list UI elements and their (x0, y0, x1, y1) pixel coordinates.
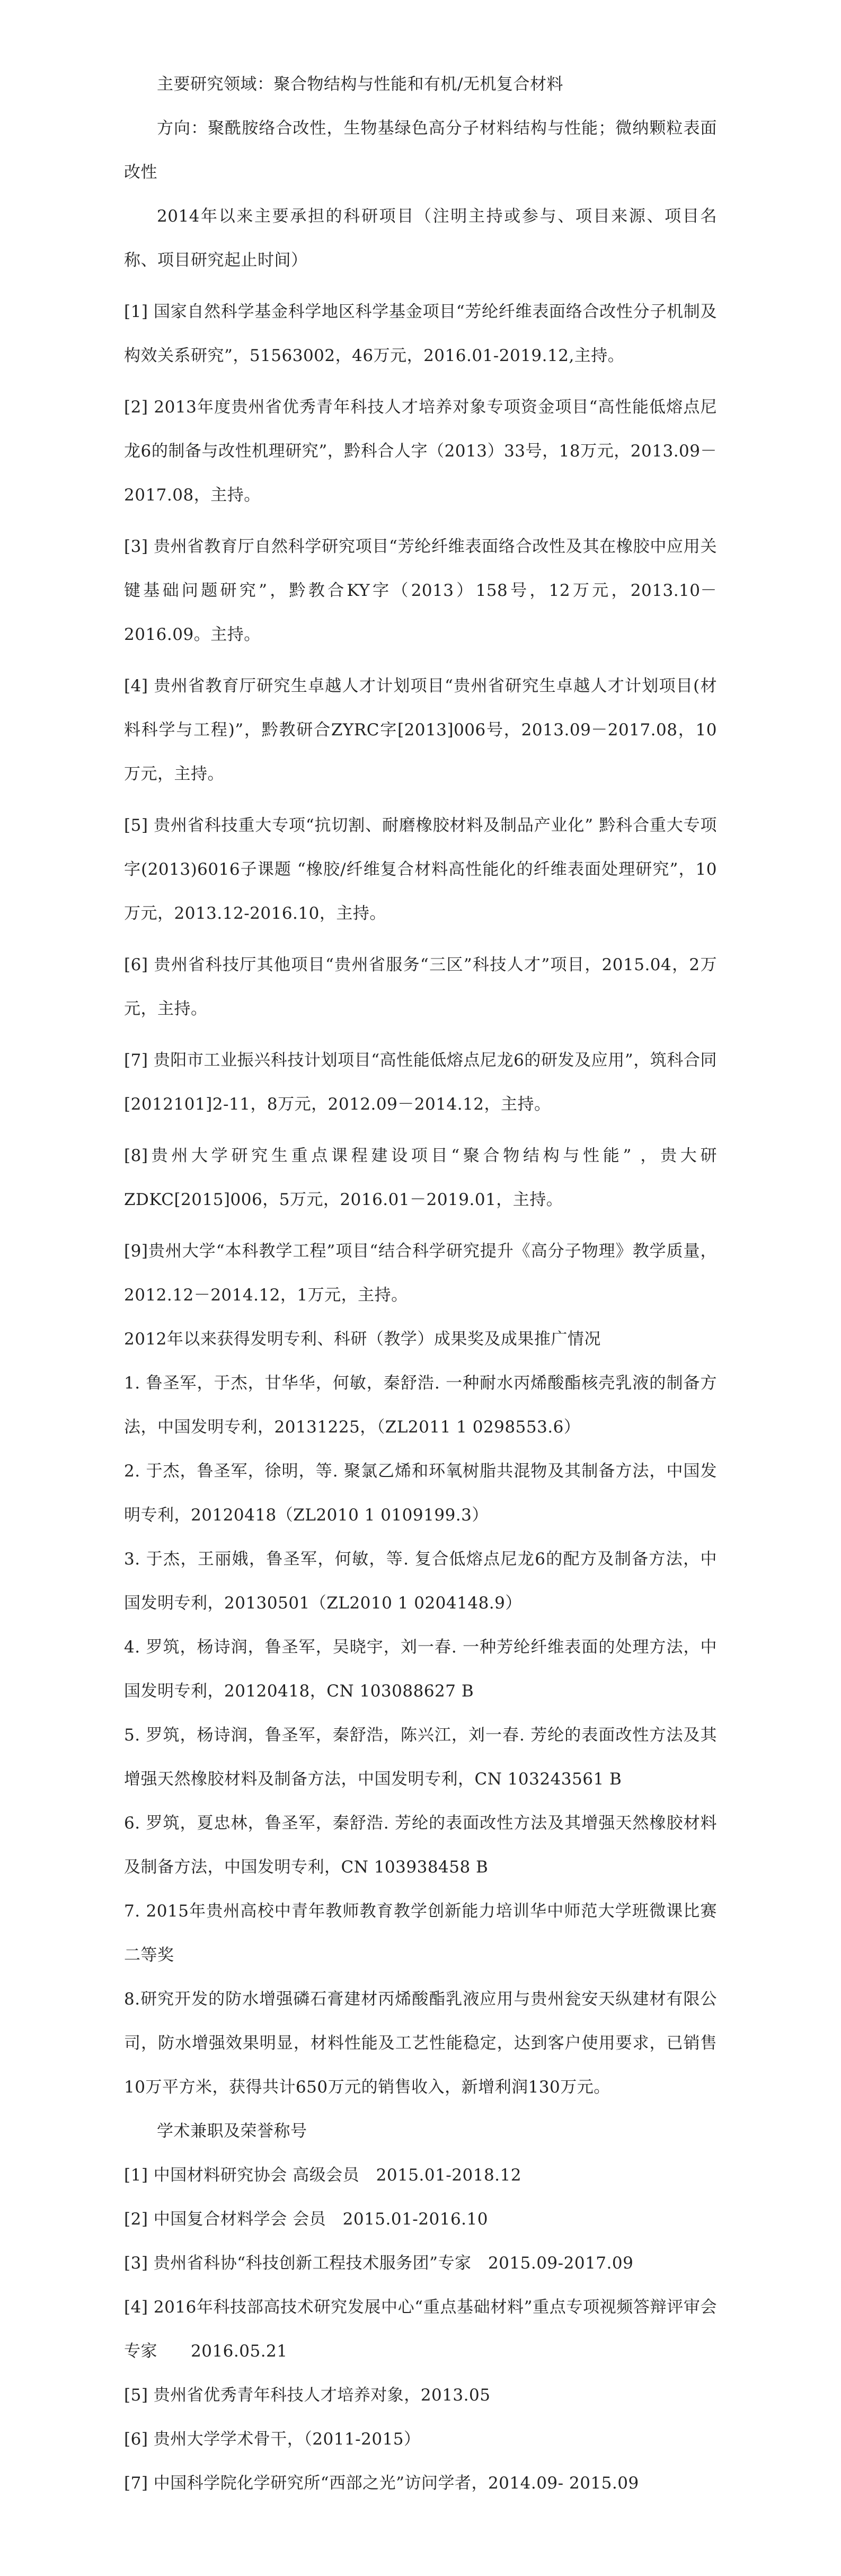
achievements-heading: 2012年以来获得发明专利、科研（教学）成果奖及成果推广情况 (124, 1330, 601, 1349)
honor-item: [3] 贵州省科协“科技创新工程技术服务团”专家 2015.09-2017.09 (124, 2254, 634, 2273)
achievement-item: 3. 于杰，王丽娥，鲁圣军，何敏，等. 复合低熔点尼龙6的配方及制备方法，中国发明专利，20130501（ZL2010 1 0204148.9） (124, 1550, 717, 1613)
honor-item: [4] 2016年科技部高技术研究发展中心“重点基础材料”重点专项视频答辩评审会专家 2016.05.21 (124, 2298, 717, 2361)
project-item: [2] 2013年度贵州省优秀青年科技人才培养对象专项资金项目“高性能低熔点尼龙6的制备与改性机理研究”，黔科合人字（2013）33号，18万元，2013.09－2017.08，主持。 (124, 398, 717, 505)
achievement-item: 4. 罗筑，杨诗润，鲁圣军，吴晓宇，刘一春. 一种芳纶纤维表面的处理方法，中国发明专利，20120418，CN 103088627 B (124, 1638, 717, 1701)
achievement-item: 7. 2015年贵州高校中青年教师教育教学创新能力培训华中师范大学班微课比赛二等奖 (124, 1902, 717, 1965)
research-field: 主要研究领域：聚合物结构与性能和有机/无机复合材料 (157, 75, 563, 94)
achievement-item: 5. 罗筑，杨诗润，鲁圣军，秦舒浩，陈兴江，刘一春. 芳纶的表面改性方法及其增强天然橡胶材料及制备方法，中国发明专利，CN 103243561 B (124, 1726, 717, 1789)
project-item: [5] 贵州省科技重大专项“抗切割、耐磨橡胶材料及制品产业化” 黔科合重大专项字(2013)6016子课题 “橡胶/纤维复合材料高性能化的纤维表面处理研究”，10万元，2013.12-2016.10，主持。 (124, 816, 717, 923)
achievement-item: 2. 于杰，鲁圣军，徐明，等. 聚氯乙烯和环氧树脂共混物及其制备方法，中国发明专利，20120418（ZL2010 1 0109199.3） (124, 1462, 717, 1525)
project-item: [4] 贵州省教育厅研究生卓越人才计划项目“贵州省研究生卓越人才计划项目(材料科学与工程)”，黔教研合ZYRC字[2013]006号，2013.09－2017.08，10万元，主持。 (124, 676, 717, 784)
research-direction: 方向：聚酰胺络合改性，生物基绿色高分子材料结构与性能；微纳颗粒表面改性 (124, 119, 717, 182)
project-item: [9]贵州大学“本科教学工程”项目“结合科学研究提升《高分子物理》教学质量，2012.12－2014.12，1万元，主持。 (124, 1242, 717, 1305)
honor-item: [7] 中国科学院化学研究所“西部之光”访问学者，2014.09- 2015.09 (124, 2474, 639, 2493)
project-item: [6] 贵州省科技厅其他项目“贵州省服务“三区”科技人才”项目，2015.04，2万元，主持。 (124, 955, 717, 1018)
achievement-item: 1. 鲁圣军，于杰，甘华华，何敏，秦舒浩. 一种耐水丙烯酸酯核壳乳液的制备方法，中国发明专利，20131225，（ZL2011 1 0298553.6） (124, 1374, 717, 1437)
project-item: [3] 贵州省教育厅自然科学研究项目“芳纶纤维表面络合改性及其在橡胶中应用关键基础问题研究”，黔教合KY字（2013）158号，12万元，2013.10－2016.09。主持。 (124, 537, 717, 644)
achievement-item: 6. 罗筑，夏忠林，鲁圣军，秦舒浩. 芳纶的表面改性方法及其增强天然橡胶材料及制备方法，中国发明专利，CN 103938458 B (124, 1814, 717, 1877)
achievement-item: 8.研究开发的防水增强磷石膏建材丙烯酸酯乳液应用与贵州瓮安天纵建材有限公司，防水增强效果明显，材料性能及工艺性能稳定，达到客户使用要求，已销售10万平方米，获得共计650万元的销售收入，新增利润130万元。 (124, 1990, 717, 2097)
honors-heading: 学术兼职及荣誉称号 (157, 2122, 307, 2141)
honor-item: [5] 贵州省优秀青年科技人才培养对象，2013.05 (124, 2386, 491, 2405)
honor-item: [6] 贵州大学学术骨干，（2011-2015） (124, 2430, 421, 2449)
honor-item: [1] 中国材料研究协会 高级会员 2015.01-2018.12 (124, 2166, 521, 2185)
project-item: [8]贵州大学研究生重点课程建设项目“聚合物结构与性能” ，贵大研ZDKC[2015]006，5万元，2016.01－2019.01，主持。 (124, 1146, 717, 1209)
honor-item: [2] 中国复合材料学会 会员 2015.01-2016.10 (124, 2210, 488, 2229)
projects-heading: 2014年以来主要承担的科研项目（注明主持或参与、项目来源、项目名称、项目研究起止时间） (124, 207, 717, 270)
project-item: [1] 国家自然科学基金科学地区科学基金项目“芳纶纤维表面络合改性分子机制及构效关系研究”，51563002，46万元，2016.01-2019.12,主持。 (124, 302, 717, 365)
project-item: [7] 贵阳市工业振兴科技计划项目“高性能低熔点尼龙6的研发及应用”，筑科合同[2012101]2-11，8万元，2012.09－2014.12，主持。 (124, 1051, 717, 1114)
